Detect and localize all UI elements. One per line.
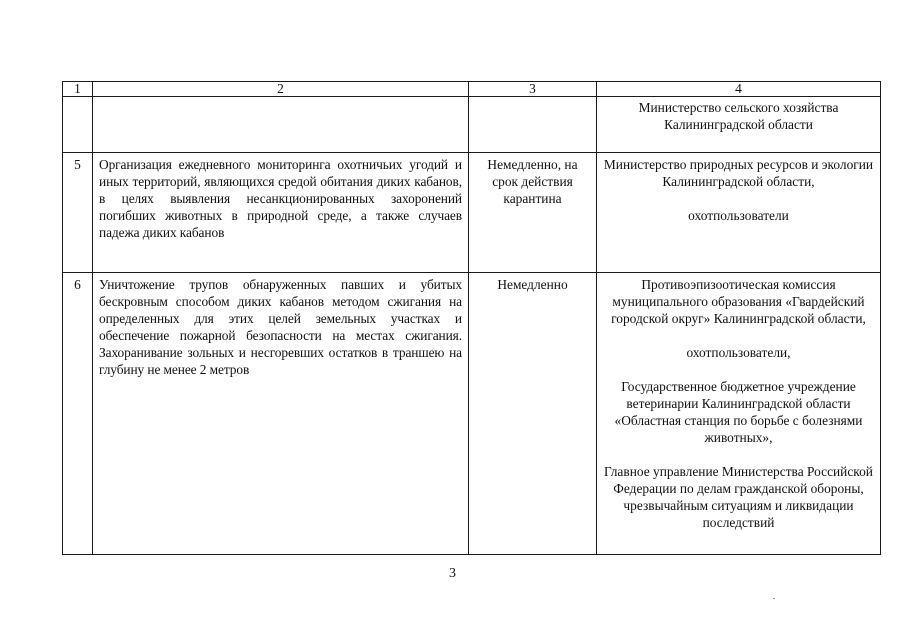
row-number: 6 — [74, 277, 81, 292]
term-text: Немедленно, на срок действия карантина — [487, 157, 578, 206]
table-row-continuation — [63, 97, 881, 153]
table-row — [63, 273, 881, 555]
row-number-cell — [63, 97, 93, 153]
table-header-row — [63, 82, 881, 97]
scan-artifact — [773, 598, 775, 599]
measure-cell — [93, 273, 469, 555]
responsible-cell — [597, 273, 881, 555]
responsible-text: Главное управление Министерства Российской Федерации по делам гражданской обороны, чрезвычайным ситуациям и ликвидации последствий — [604, 464, 873, 530]
page-number: 3 — [449, 566, 456, 581]
responsible-text: охотпользователи, — [686, 345, 791, 360]
measure-cell — [93, 97, 469, 153]
term-cell — [469, 153, 597, 273]
responsible-cell — [597, 153, 881, 273]
table-row — [63, 153, 881, 273]
header-col-1: 1 — [63, 82, 93, 97]
responsible-text: Министерство сельского хозяйства Калининградской области — [638, 100, 839, 132]
measures-table — [62, 81, 881, 555]
header-col-4: 4 — [597, 82, 881, 97]
row-number-cell — [63, 273, 93, 555]
measure-text: Уничтожение трупов обнаруженных павших и убитых бескровным способом диких кабанов методом сжигания на определенных для этих целей земельных участках и обеспечение пожарной безопасности на местах сжигания. Захоранивание зольных и несгоревших остатков в траншею на глубину не менее 2 метров — [99, 277, 462, 377]
header-col-3: 3 — [469, 82, 597, 97]
responsible-text: Министерство природных ресурсов и экологии Калининградской области, — [603, 157, 874, 189]
measure-cell — [93, 153, 469, 273]
header-col-2: 2 — [93, 82, 469, 97]
term-cell — [469, 273, 597, 555]
responsible-text: Государственное бюджетное учреждение ветеринарии Калининградской области «Областная станция по борьбе с болезнями животных», — [614, 379, 863, 445]
row-number-cell — [63, 153, 93, 273]
row-number: 5 — [74, 157, 81, 172]
responsible-text: Противоэпизоотическая комиссия муниципального образования «Гвардейский городской округ» Калининградской области, — [611, 277, 866, 326]
term-cell — [469, 97, 597, 153]
responsible-cell — [597, 97, 881, 153]
responsible-text: охотпользователи — [688, 208, 789, 223]
measure-text: Организация ежедневного мониторинга охотничьих угодий и иных территорий, являющихся средой обитания диких кабанов, в целях выявления несанкционированных захоронений погибших животных в природной среде, а также случаев падежа диких кабанов — [99, 157, 462, 240]
term-text: Немедленно — [497, 277, 568, 292]
